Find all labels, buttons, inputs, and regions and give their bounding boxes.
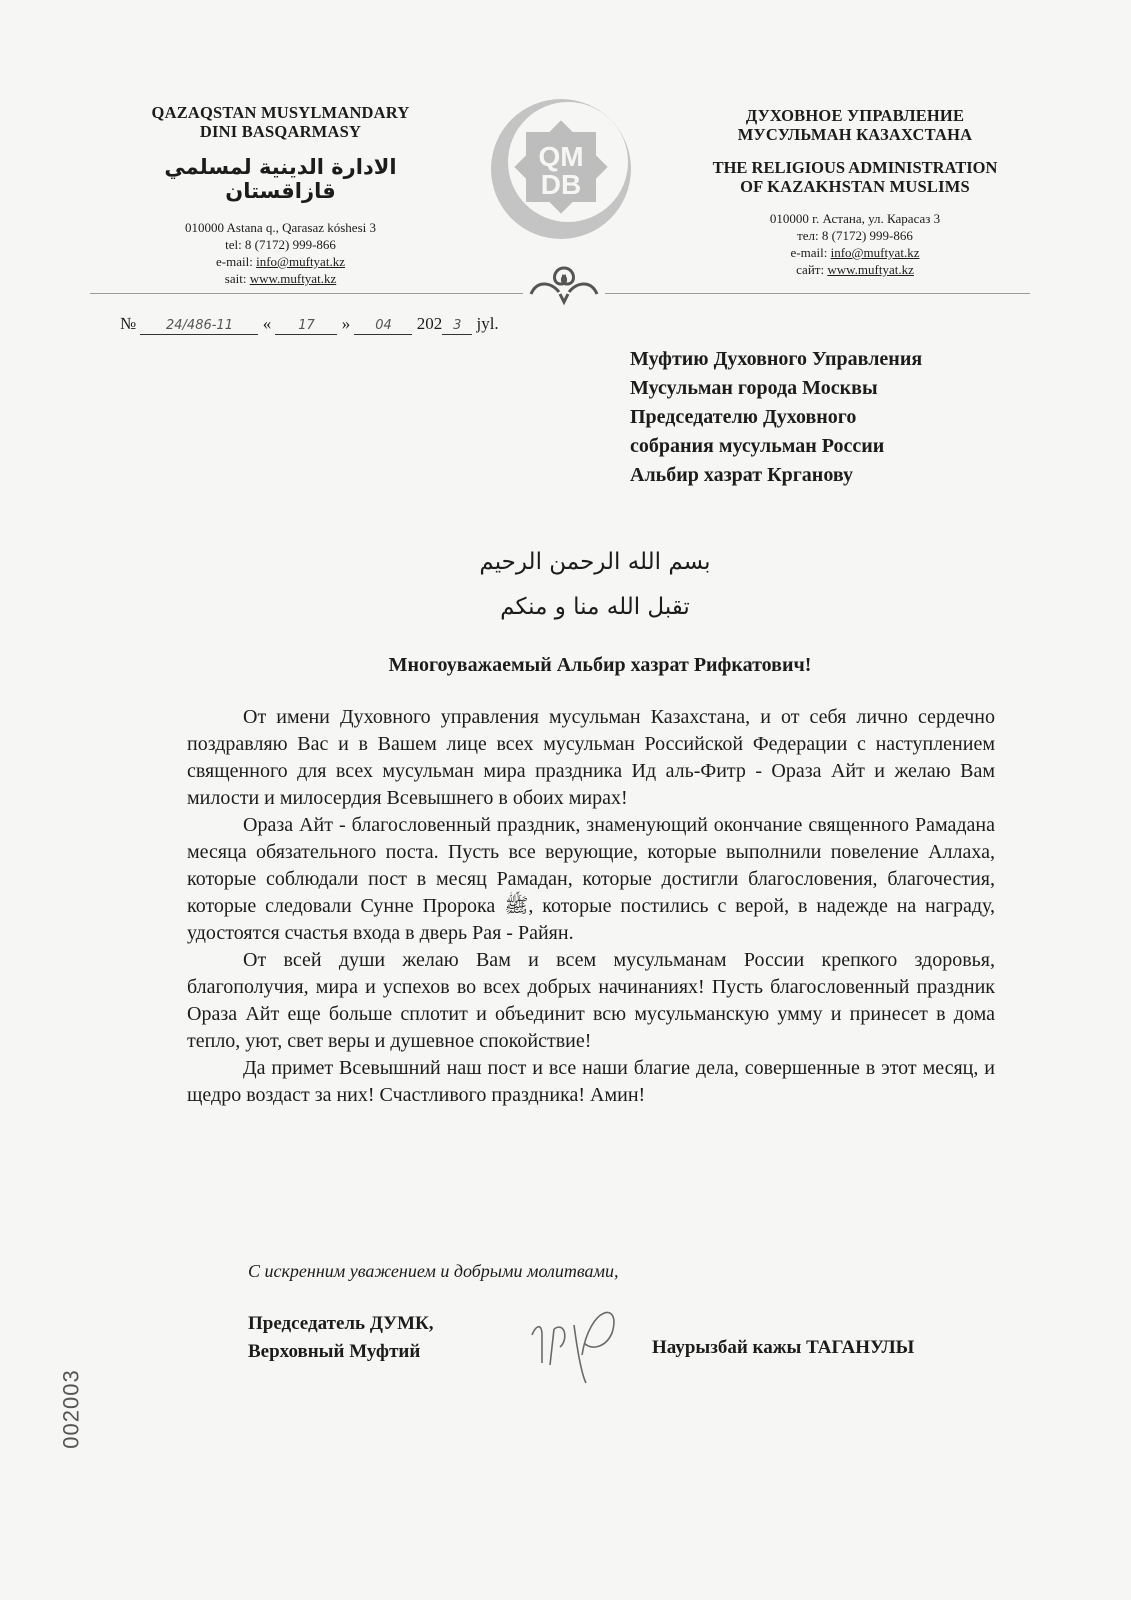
org-name-arabic: الادارة الدينية لمسلمي قازاقستان <box>164 155 397 203</box>
signatory-title-line2: Верховный Муфтий <box>248 1341 421 1362</box>
site-label: сайт: <box>796 262 828 277</box>
crescent-logo-icon <box>486 94 636 244</box>
email-line <box>680 244 1030 261</box>
phone-line: тел: 8 (7172) 999-866 <box>797 228 913 243</box>
logo-letters-top: QM <box>538 141 584 172</box>
body-paragraph: Ораза Айт - благословенный праздник, знаменующий окончание священного Рамадана месяца обязательного поста. Пусть все верующие, которые выполнили повеление Аллаха, которые соблюдали пост в месяц Рамадан, которые достигли благословения, благочестия, которые следовали Сунне Пророка ﷺ, которые постились с верой, в надежде на награду, удостоятся счастья входа в дверь Рая - Райян. <box>187 814 995 944</box>
addressee-line: Председателю Духовного <box>630 406 857 428</box>
body-paragraph: Да примет Всевышний наш пост и все наши благие дела, совершенные в этот месяц, и щедро воздаст за них! Счастливого праздника! Амин! <box>187 1057 995 1106</box>
basmala: بسم الله الرحمن الرحيم <box>479 549 711 575</box>
addressee-line: Альбир хазрат Крганову <box>630 464 853 486</box>
site-link[interactable]: www.muftyat.kz <box>249 271 337 286</box>
reg-month: 04 <box>375 318 392 333</box>
ornament-icon <box>523 262 605 306</box>
email-link[interactable]: info@muftyat.kz <box>830 245 920 260</box>
arabic-greeting: تقبل الله منا و منكم <box>500 594 690 620</box>
addressee-line: собрания мусульман России <box>630 435 885 457</box>
document-number-text: 002003 <box>58 1369 84 1449</box>
email-label: e-mail: <box>216 254 257 269</box>
header-left <box>118 103 443 287</box>
address-line: 010000 г. Астана, ул. Карасаз 3 <box>769 211 941 226</box>
reg-month-field <box>354 314 412 335</box>
site-link[interactable]: www.muftyat.kz <box>827 262 914 277</box>
addressee-line: Муфтию Духовного Управления <box>630 348 923 370</box>
salutation: Многоуважаемый Альбир хазрат Рифкатович! <box>388 654 812 676</box>
header-right <box>680 106 1030 278</box>
org-name-ru-line2: МУСУЛЬМАН КАЗАХСТАНА <box>737 125 973 144</box>
org-name-line2: DINI BASQARMASY <box>199 122 362 141</box>
addressee-line: Мусульман города Москвы <box>630 377 878 399</box>
reg-number: 24/486-11 <box>166 318 233 333</box>
site-line <box>680 261 1030 278</box>
org-name-en-line1: THE RELIGIOUS ADMINISTRATION <box>712 158 998 177</box>
letter-body <box>187 704 995 1109</box>
email-link[interactable]: info@muftyat.kz <box>256 254 345 269</box>
phone-line: tel: 8 (7172) 999-866 <box>225 237 336 252</box>
logo-letters-bottom: DB <box>540 169 582 200</box>
email-label: e-mail: <box>790 245 831 260</box>
body-paragraph: От всей души желаю Вам и всем мусульманам России крепкого здоровья, благополучия, мира и успехов во всех добрых начинаниях! Пусть благословенный праздник Ораза Айт еще больше сплотит и объединит всю мусульманскую умму и принесет в дома тепло, уют, свет веры и душевное спокойствие! <box>187 949 995 1052</box>
closing-phrase: С искренним уважением и добрыми молитвами, <box>248 1261 619 1281</box>
site-line <box>118 270 443 287</box>
reg-day-field <box>275 314 337 335</box>
org-logo <box>486 94 636 244</box>
reg-day: 17 <box>298 318 315 333</box>
email-line <box>118 253 443 270</box>
close-quote: » <box>341 314 351 333</box>
address-line: 010000 Astana q., Qarasaz kóshesi 3 <box>185 220 376 235</box>
reg-no-label: № <box>120 314 137 333</box>
org-name-line1: QAZAQSTAN MUSYLMANDARY <box>151 103 410 122</box>
reg-year-unit: jyl. <box>476 314 499 333</box>
org-address-cyrillic <box>680 210 1030 278</box>
handwritten-signature <box>520 1295 630 1385</box>
addressee-block <box>630 345 1050 490</box>
body-paragraph: От имени Духовного управления мусульман Казахстана, и от себя лично сердечно поздравляю Вас и в Вашем лице всех мусульман Российской Федерации с наступлением священного для всех мусульман мира праздника Ид аль-Фитр - Ораза Айт и желаю Вам милости и милосердия Всевышнего в обоих мирах! <box>187 706 995 809</box>
document-number <box>58 1366 152 1456</box>
reg-number-field <box>140 314 258 335</box>
signatory-title-line1: Председатель ДУМК, <box>248 1313 434 1334</box>
org-address-latin <box>118 219 443 287</box>
org-name-en-line2: OF KAZAKHSTAN MUSLIMS <box>740 177 970 196</box>
registration-line <box>120 314 499 335</box>
open-quote: « <box>262 314 272 333</box>
reg-year-field <box>442 314 472 335</box>
signatory-name: Наурызбай кажы ТАГАНУЛЫ <box>652 1337 915 1358</box>
signatory-title <box>248 1310 434 1366</box>
org-name-ru-line1: ДУХОВНОЕ УПРАВЛЕНИЕ <box>745 106 965 125</box>
site-label: sait: <box>224 271 250 286</box>
reg-year-prefix: 202 <box>416 314 443 333</box>
reg-year-suffix: 3 <box>453 318 462 333</box>
